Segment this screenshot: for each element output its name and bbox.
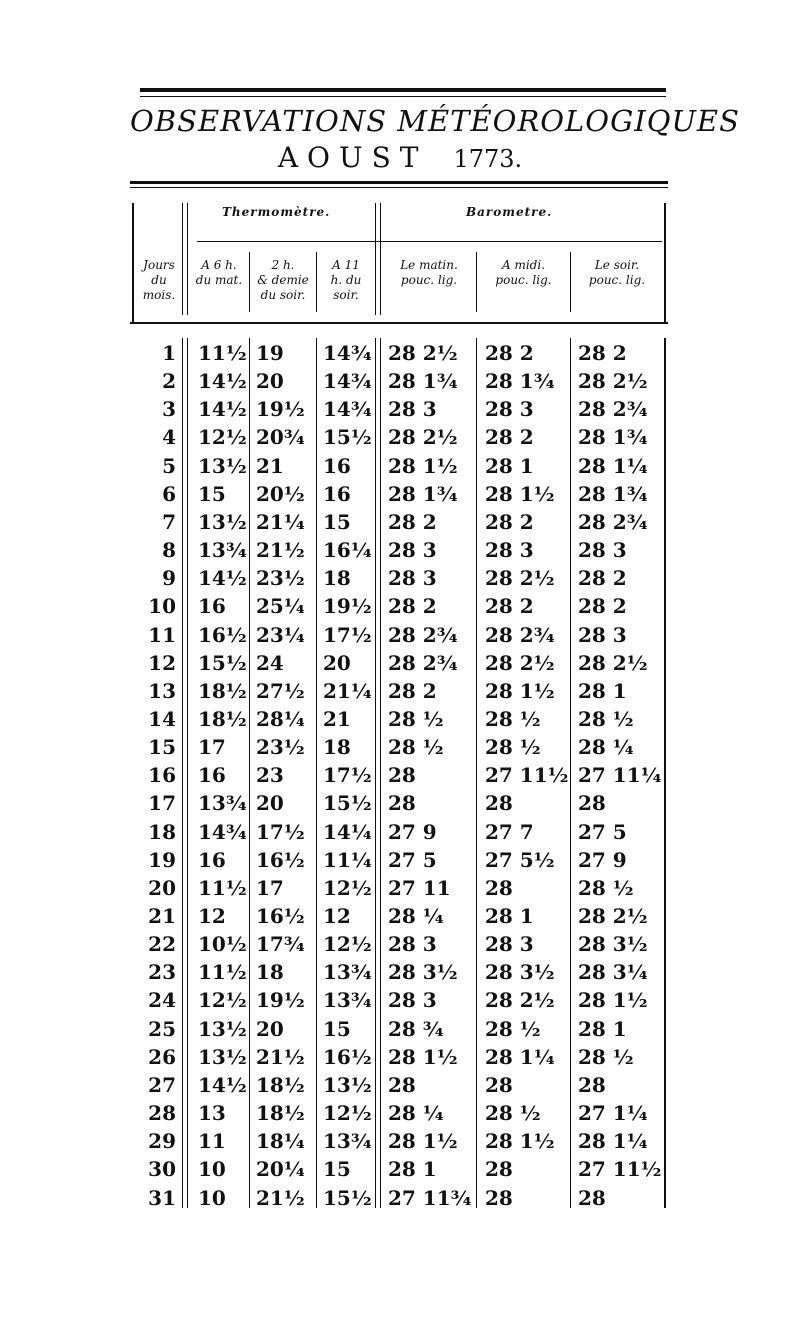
body-right-border [664,338,666,1208]
temp-6h-cell: 11 [198,1129,226,1153]
temp-6h-cell: 14½ [198,397,247,421]
col-header-noon-1: A midi. [501,258,546,272]
body-sep-2 [316,338,317,1208]
baro-evening-cell: 28 2 [578,566,627,590]
baro-noon-cell: 27 11½ [485,763,569,787]
header-sep-1 [249,252,250,312]
temp-6h-cell: 14½ [198,1073,247,1097]
baro-noon-cell: 28 1 [485,904,534,928]
temp-2h-cell: 17 [256,876,284,900]
temp-2h-cell: 27½ [256,679,305,703]
baro-evening-cell: 28 ¼ [578,735,634,759]
baro-noon-cell: 28 [485,1157,513,1181]
baro-evening-cell: 28 ½ [578,707,634,731]
header-left-border [132,203,134,323]
baro-morning-cell: 28 [388,1073,416,1097]
baro-morning-cell: 27 11 [388,876,451,900]
day-cell: 31 [148,1186,176,1210]
day-cell: 7 [162,510,176,534]
col-header-day [138,258,180,303]
year-label: 1773. [453,145,523,173]
temp-6h-cell: 13¾ [198,538,247,562]
baro-morning-cell: 28 ½ [388,735,444,759]
day-cell: 9 [162,566,176,590]
day-cell: 17 [148,791,176,815]
temp-11h-cell: 13¾ [323,960,372,984]
baro-evening-cell: 28 2 [578,594,627,618]
temp-6h-cell: 15 [198,482,226,506]
col-header-6h-1: A 6 h. [201,258,237,272]
temp-11h-cell: 21¼ [323,679,372,703]
day-cell: 4 [162,425,176,449]
col-header-11h-2: h. du [330,273,362,287]
baro-evening-cell: 28 1¾ [578,425,648,449]
baro-evening-cell: 28 [578,1073,606,1097]
baro-noon-cell: 28 2¾ [485,623,555,647]
day-cell: 30 [148,1157,176,1181]
baro-evening-cell: 28 1¾ [578,482,648,506]
temp-11h-cell: 19½ [323,594,372,618]
col-header-11h-3: soir. [333,288,359,302]
baro-noon-cell: 28 1¾ [485,369,555,393]
temp-6h-cell: 11½ [198,960,247,984]
temp-6h-cell: 13½ [198,454,247,478]
baro-morning-cell: 28 ¾ [388,1017,444,1041]
temp-11h-cell: 15 [323,1017,351,1041]
body-sep-thermo-b [380,338,381,1208]
baro-noon-cell: 28 2 [485,425,534,449]
baro-noon-cell: 28 3½ [485,960,555,984]
temp-6h-cell: 16½ [198,623,247,647]
temp-11h-cell: 18 [323,566,351,590]
baro-morning-cell: 28 [388,763,416,787]
baro-noon-cell: 28 2 [485,341,534,365]
header-sep-3 [476,252,477,312]
day-cell: 13 [148,679,176,703]
day-cell: 24 [148,988,176,1012]
temp-6h-cell: 11½ [198,341,247,365]
baro-morning-cell: 28 2½ [388,425,458,449]
temp-11h-cell: 17½ [323,763,372,787]
col-header-noon [478,258,569,288]
temp-11h-cell: 13¾ [323,1129,372,1153]
body-sep-3 [476,338,477,1208]
top-rule-thick [140,88,666,92]
temp-11h-cell: 15 [323,510,351,534]
temp-2h-cell: 21¼ [256,510,305,534]
temp-11h-cell: 15½ [323,425,372,449]
baro-evening-cell: 28 2¾ [578,397,648,421]
header-rule-thin [130,187,668,188]
temp-2h-cell: 19½ [256,988,305,1012]
col-header-2h-1: 2 h. [271,258,295,272]
baro-noon-cell: 28 2½ [485,988,555,1012]
baro-noon-cell: 28 ½ [485,707,541,731]
temp-2h-cell: 18¼ [256,1129,305,1153]
day-cell: 3 [162,397,176,421]
baro-evening-cell: 28 2¾ [578,510,648,534]
body-sep-thermo-a [375,338,376,1208]
temp-6h-cell: 14½ [198,369,247,393]
temp-2h-cell: 16½ [256,904,305,928]
temp-2h-cell: 23½ [256,566,305,590]
baro-evening-cell: 28 2½ [578,904,648,928]
baro-morning-cell: 28 1½ [388,1045,458,1069]
temp-2h-cell: 23½ [256,735,305,759]
temp-11h-cell: 12½ [323,876,372,900]
temp-6h-cell: 12½ [198,988,247,1012]
temp-2h-cell: 20 [256,1017,284,1041]
baro-noon-cell: 28 1½ [485,1129,555,1153]
temp-2h-cell: 23¼ [256,623,305,647]
baro-noon-cell: 27 7 [485,820,534,844]
baro-evening-cell: 28 2½ [578,369,648,393]
temp-6h-cell: 13½ [198,1045,247,1069]
day-cell: 6 [162,482,176,506]
baro-noon-cell: 28 ½ [485,735,541,759]
baro-evening-cell: 28 [578,791,606,815]
baro-morning-cell: 28 2½ [388,341,458,365]
baro-morning-cell: 28 3 [388,932,437,956]
day-cell: 12 [148,651,176,675]
temp-6h-cell: 18½ [198,679,247,703]
day-cell: 27 [148,1073,176,1097]
col-header-evening [572,258,662,288]
temp-11h-cell: 12½ [323,1101,372,1125]
header-sep-day-a [182,203,183,315]
baro-evening-cell: 28 3 [578,623,627,647]
baro-evening-cell: 28 [578,1186,606,1210]
day-cell: 10 [148,594,176,618]
temp-6h-cell: 11½ [198,876,247,900]
col-header-morning-2: pouc. lig. [400,273,458,287]
temp-2h-cell: 25¼ [256,594,305,618]
baro-evening-cell: 28 1½ [578,988,648,1012]
temp-2h-cell: 20¼ [256,1157,305,1181]
baro-evening-cell: 28 1¼ [578,454,648,478]
col-header-noon-2: pouc. lig. [495,273,552,287]
day-cell: 25 [148,1017,176,1041]
baro-morning-cell: 28 ¼ [388,1101,444,1125]
temp-11h-cell: 13½ [323,1073,372,1097]
body-sep-4 [570,338,571,1208]
temp-6h-cell: 16 [198,848,226,872]
col-header-evening-2: pouc. lig. [588,273,646,287]
baro-morning-cell: 27 11¾ [388,1186,472,1210]
baro-morning-cell: 28 3 [388,397,437,421]
day-cell: 8 [162,538,176,562]
baro-evening-cell: 27 11½ [578,1157,662,1181]
baro-morning-cell: 28 ½ [388,707,444,731]
temp-6h-cell: 18½ [198,707,247,731]
temp-11h-cell: 14¾ [323,397,372,421]
baro-evening-cell: 28 1¼ [578,1129,648,1153]
day-cell: 20 [148,876,176,900]
col-header-2h-3: du soir. [260,288,306,302]
baro-evening-cell: 28 2½ [578,651,648,675]
day-cell: 1 [162,341,176,365]
baro-evening-cell: 28 ½ [578,876,634,900]
temp-11h-cell: 14¾ [323,369,372,393]
header-rule-thick [130,181,668,184]
temp-6h-cell: 15½ [198,651,247,675]
temp-11h-cell: 14¾ [323,341,372,365]
temp-6h-cell: 10½ [198,932,247,956]
top-rule-thin [140,96,666,97]
temp-11h-cell: 16¼ [323,538,372,562]
temp-11h-cell: 14¼ [323,820,372,844]
baro-evening-cell: 27 1¼ [578,1101,648,1125]
temp-6h-cell: 14¾ [198,820,247,844]
baro-evening-cell: 28 1 [578,1017,627,1041]
header-sep-2 [316,252,317,312]
temp-6h-cell: 13 [198,1101,226,1125]
temp-2h-cell: 20 [256,791,284,815]
baro-evening-cell: 27 5 [578,820,627,844]
temp-11h-cell: 21 [323,707,351,731]
temp-11h-cell: 16 [323,482,351,506]
temp-6h-cell: 13½ [198,510,247,534]
temp-6h-cell: 12 [198,904,226,928]
temp-2h-cell: 21½ [256,1045,305,1069]
baro-noon-cell: 28 3 [485,397,534,421]
temp-2h-cell: 20 [256,369,284,393]
page-title: OBSERVATIONS MÉTÉOROLOGIQUES [130,104,740,138]
temp-6h-cell: 16 [198,594,226,618]
baro-evening-cell: 28 3 [578,538,627,562]
baro-morning-cell: 28 3½ [388,960,458,984]
baro-noon-cell: 28 [485,791,513,815]
day-cell: 21 [148,904,176,928]
day-cell: 2 [162,369,176,393]
baro-noon-cell: 28 [485,1073,513,1097]
header-sep-4 [570,252,571,312]
baro-morning-cell: 28 [388,791,416,815]
baro-noon-cell: 28 [485,876,513,900]
temp-6h-cell: 16 [198,763,226,787]
col-header-day-3: mois. [142,288,176,302]
baro-noon-cell: 28 ½ [485,1017,541,1041]
baro-morning-cell: 27 5 [388,848,437,872]
col-header-11h-1: A 11 [332,258,360,272]
baro-morning-cell: 28 2 [388,679,437,703]
temp-11h-cell: 11¼ [323,848,372,872]
temp-11h-cell: 12½ [323,932,372,956]
baro-morning-cell: 28 1 [388,1157,437,1181]
temp-2h-cell: 21½ [256,538,305,562]
header-sep-thermo-a [375,203,376,315]
temp-11h-cell: 17½ [323,623,372,647]
temp-11h-cell: 15 [323,1157,351,1181]
col-header-morning-1: Le matin. [400,258,458,272]
temp-2h-cell: 17½ [256,820,305,844]
temp-6h-cell: 13¾ [198,791,247,815]
body-sep-day-a [182,338,183,1208]
baro-noon-cell: 28 1½ [485,482,555,506]
baro-noon-cell: 28 1 [485,454,534,478]
temp-11h-cell: 15½ [323,1186,372,1210]
baro-morning-cell: 28 2¾ [388,651,458,675]
temp-2h-cell: 19½ [256,397,305,421]
baro-noon-cell: 28 2½ [485,566,555,590]
temp-2h-cell: 17¾ [256,932,305,956]
temp-2h-cell: 28¼ [256,707,305,731]
baro-morning-cell: 28 3 [388,538,437,562]
thermometer-group-label: Thermomètre. [222,205,331,219]
baro-morning-cell: 28 3 [388,566,437,590]
baro-evening-cell: 28 3½ [578,932,648,956]
baro-morning-cell: 27 9 [388,820,437,844]
day-cell: 29 [148,1129,176,1153]
header-sep-thermo-b [380,203,381,315]
header-right-border [664,203,666,323]
baro-noon-cell: 28 3 [485,538,534,562]
table-top-rule-thick [130,322,668,324]
baro-noon-cell: 27 5½ [485,848,555,872]
day-cell: 23 [148,960,176,984]
day-cell: 18 [148,820,176,844]
col-header-day-1: Jours [143,258,175,272]
baro-morning-cell: 28 1½ [388,1129,458,1153]
temp-2h-cell: 16½ [256,848,305,872]
baro-noon-cell: 28 1¼ [485,1045,555,1069]
col-header-6h-2: du mat. [195,273,243,287]
temp-2h-cell: 20½ [256,482,305,506]
baro-evening-cell: 27 11¼ [578,763,662,787]
baro-morning-cell: 28 2 [388,510,437,534]
day-cell: 14 [148,707,176,731]
temp-2h-cell: 23 [256,763,284,787]
temp-2h-cell: 18 [256,960,284,984]
temp-11h-cell: 18 [323,735,351,759]
baro-morning-cell: 28 1½ [388,454,458,478]
col-header-6h [191,258,247,288]
temp-2h-cell: 18½ [256,1073,305,1097]
baro-noon-cell: 28 2 [485,510,534,534]
group-underline [197,241,662,242]
baro-noon-cell: 28 1½ [485,679,555,703]
baro-evening-cell: 28 2 [578,341,627,365]
day-cell: 19 [148,848,176,872]
header-sep-day-b [187,203,188,315]
temp-2h-cell: 24 [256,651,284,675]
day-cell: 5 [162,454,176,478]
temp-2h-cell: 21½ [256,1186,305,1210]
baro-evening-cell: 27 9 [578,848,627,872]
baro-morning-cell: 28 ¼ [388,904,444,928]
baro-morning-cell: 28 1¾ [388,369,458,393]
baro-morning-cell: 28 1¾ [388,482,458,506]
baro-evening-cell: 28 ½ [578,1045,634,1069]
col-header-evening-1: Le soir. [594,258,640,272]
temp-11h-cell: 16 [323,454,351,478]
temp-6h-cell: 17 [198,735,226,759]
temp-2h-cell: 21 [256,454,284,478]
baro-noon-cell: 28 2 [485,594,534,618]
temp-11h-cell: 13¾ [323,988,372,1012]
col-header-morning [383,258,475,288]
day-cell: 28 [148,1101,176,1125]
baro-noon-cell: 28 2½ [485,651,555,675]
temp-6h-cell: 10 [198,1157,226,1181]
baro-noon-cell: 28 [485,1186,513,1210]
temp-2h-cell: 18½ [256,1101,305,1125]
day-cell: 16 [148,763,176,787]
temp-11h-cell: 16½ [323,1045,372,1069]
temp-11h-cell: 15½ [323,791,372,815]
day-cell: 22 [148,932,176,956]
day-cell: 26 [148,1045,176,1069]
baro-evening-cell: 28 1 [578,679,627,703]
day-cell: 15 [148,735,176,759]
baro-morning-cell: 28 3 [388,988,437,1012]
baro-noon-cell: 28 ½ [485,1101,541,1125]
page-subtitle [130,141,670,174]
temp-2h-cell: 20¾ [256,425,305,449]
col-header-2h-2: & demie [257,273,309,287]
body-sep-day-b [187,338,188,1208]
temp-6h-cell: 14½ [198,566,247,590]
baro-evening-cell: 28 3¼ [578,960,648,984]
temp-6h-cell: 10 [198,1186,226,1210]
month-label: AOUST [277,141,428,174]
baro-noon-cell: 28 3 [485,932,534,956]
temp-11h-cell: 12 [323,904,351,928]
temp-6h-cell: 13½ [198,1017,247,1041]
baro-morning-cell: 28 2 [388,594,437,618]
col-header-11h [318,258,374,303]
body-sep-1 [249,338,250,1208]
temp-6h-cell: 12½ [198,425,247,449]
temp-11h-cell: 20 [323,651,351,675]
baro-morning-cell: 28 2¾ [388,623,458,647]
barometer-group-label: Barometre. [466,205,553,219]
col-header-2h [251,258,315,303]
col-header-day-2: du [151,273,167,287]
temp-2h-cell: 19 [256,341,284,365]
day-cell: 11 [148,623,176,647]
